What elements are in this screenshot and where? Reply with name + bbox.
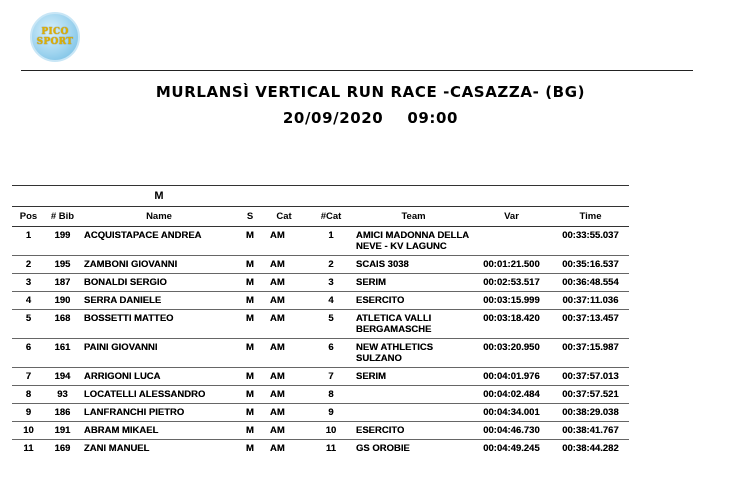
cell-cat: AM [262, 310, 306, 339]
cell-cat-rank: 7 [306, 368, 356, 386]
cell-pos: 6 [12, 339, 45, 368]
cell-team: NEW ATHLETICS SULZANO [356, 339, 471, 368]
cell-pos: 3 [12, 274, 45, 292]
column-header-row [12, 207, 629, 227]
results-body [12, 227, 629, 458]
cell-time: 00:37:15.987 [552, 339, 629, 368]
cell-name: ARRIGONI LUCA [80, 368, 238, 386]
cell-sex: M [238, 386, 262, 404]
cell-bib: 187 [45, 274, 80, 292]
cell-sex: M [238, 422, 262, 440]
table-row [12, 386, 629, 404]
table-row [12, 274, 629, 292]
col-header-sex: S [238, 207, 262, 227]
cell-cat: AM [270, 443, 285, 454]
logo-line-1: PICO [41, 27, 69, 37]
cell-cat: AM [262, 339, 306, 368]
cell-var: 00:04:01.976 [471, 368, 552, 386]
cell-cat-rank: 1 [306, 227, 356, 256]
cell-team: ESERCITO [356, 292, 471, 310]
table-row [12, 422, 629, 440]
cell-cat-rank: 8 [306, 386, 356, 404]
cell-time: 00:38:29.038 [552, 404, 629, 422]
cell-cat: AM [262, 368, 306, 386]
cell-time: 00:37:57.521 [552, 386, 629, 404]
cell-team: AMICI MADONNA DELLA NEVE - KV LAGUNC [356, 227, 471, 256]
cell-team [356, 404, 471, 422]
cell-sex: M [246, 443, 254, 454]
col-header-team: Team [356, 207, 471, 227]
table-row [12, 404, 629, 422]
cell-var: 00:04:34.001 [471, 404, 552, 422]
cell-team: GS OROBIE [356, 443, 410, 454]
table-row [12, 256, 629, 274]
cell-team: ESERCITO [356, 422, 471, 440]
cell-team: ATLETICA VALLI BERGAMASCHE [356, 310, 471, 339]
col-header-time: Time [552, 207, 629, 227]
cell-team: SCAIS 3038 [356, 256, 471, 274]
col-header-bib: # Bib [45, 207, 80, 227]
cell-cat-rank: 10 [306, 422, 356, 440]
cell-sex: M [238, 310, 262, 339]
cell-bib: 169 [54, 443, 71, 454]
cell-sex: M [238, 404, 262, 422]
col-header-cat-rank: #Cat [306, 207, 356, 227]
cell-pos: 7 [12, 368, 45, 386]
cell-bib: 195 [45, 256, 80, 274]
cell-bib: 190 [45, 292, 80, 310]
cell-cat-rank: 11 [325, 443, 337, 454]
cell-cat: AM [262, 292, 306, 310]
cell-pos: 5 [12, 310, 45, 339]
cell-pos: 4 [12, 292, 45, 310]
table-row [12, 368, 629, 386]
cell-pos: 10 [12, 422, 45, 440]
cell-sex: M [238, 339, 262, 368]
col-header-var: Var [471, 207, 552, 227]
cell-name: PAINI GIOVANNI [80, 339, 238, 368]
cell-time: 00:37:57.013 [552, 368, 629, 386]
event-datetime [0, 109, 741, 127]
cell-sex: M [238, 292, 262, 310]
cell-cat: AM [262, 422, 306, 440]
header-divider [21, 70, 693, 71]
cell-var: 00:03:20.950 [471, 339, 552, 368]
cell-var: 00:03:18.420 [471, 310, 552, 339]
cell-time: 00:35:16.537 [552, 256, 629, 274]
cell-sex: M [238, 274, 262, 292]
cell-pos: 8 [12, 386, 45, 404]
cell-name: LOCATELLI ALESSANDRO [80, 386, 238, 404]
cell-bib: 168 [45, 310, 80, 339]
cell-name: LANFRANCHI PIETRO [80, 404, 238, 422]
cell-bib: 194 [45, 368, 80, 386]
cell-var: 00:04:02.484 [471, 386, 552, 404]
event-date: 20/09/2020 [282, 109, 384, 127]
cell-name: ABRAM MIKAEL [80, 422, 238, 440]
cell-time: 00:37:11.036 [552, 292, 629, 310]
cell-cat-rank: 5 [306, 310, 356, 339]
cell-var: 00:01:21.500 [471, 256, 552, 274]
results-table [12, 185, 629, 457]
cell-cat-rank: 9 [306, 404, 356, 422]
cell-bib: 191 [45, 422, 80, 440]
col-header-name: Name [80, 207, 238, 227]
table-row [12, 310, 629, 339]
cell-name: BONALDI SERGIO [80, 274, 238, 292]
cell-time: 00:33:55.037 [552, 227, 629, 256]
page-title: MURLANSÌ VERTICAL RUN RACE -CASAZZA- (BG) [155, 83, 586, 101]
cell-pos: 11 [23, 443, 34, 454]
cell-cat-rank: 6 [306, 339, 356, 368]
cell-cat-rank: 4 [306, 292, 356, 310]
cell-sex: M [238, 368, 262, 386]
table-row [12, 339, 629, 368]
cell-bib: 199 [45, 227, 80, 256]
cell-var: 00:04:46.730 [471, 422, 552, 440]
category-row [12, 186, 629, 207]
cell-name: BOSSETTI MATTEO [80, 310, 238, 339]
cell-bib: 161 [45, 339, 80, 368]
cell-team: SERIM [356, 274, 471, 292]
cell-var: 00:03:15.999 [471, 292, 552, 310]
cell-name: SERRA DANIELE [80, 292, 238, 310]
cell-pos: 1 [12, 227, 45, 256]
cell-cat: AM [262, 386, 306, 404]
logo-line-2: SPORT [36, 37, 74, 47]
cell-cat: AM [262, 404, 306, 422]
cell-sex: M [238, 256, 262, 274]
cell-time: 00:38:44.282 [562, 443, 619, 454]
logo [30, 12, 80, 62]
cell-var: 00:02:53.517 [471, 274, 552, 292]
cell-cat: AM [262, 227, 306, 256]
cell-pos: 9 [12, 404, 45, 422]
cell-cat: AM [262, 256, 306, 274]
cell-time: 00:37:13.457 [552, 310, 629, 339]
cell-team [356, 386, 471, 404]
cell-team: SERIM [356, 368, 471, 386]
cell-pos: 2 [12, 256, 45, 274]
cell-bib: 93 [45, 386, 80, 404]
cell-name: ZANI MANUEL [84, 443, 150, 454]
cell-name: ZAMBONI GIOVANNI [80, 256, 238, 274]
table-row [12, 292, 629, 310]
col-header-pos: Pos [12, 207, 45, 227]
col-header-cat: Cat [262, 207, 306, 227]
cell-bib: 186 [45, 404, 80, 422]
cell-cat-rank: 3 [306, 274, 356, 292]
cell-name: ACQUISTAPACE ANDREA [80, 227, 238, 256]
event-time: 09:00 [407, 109, 459, 127]
cell-sex: M [238, 227, 262, 256]
table-row [12, 440, 629, 458]
cell-cat-rank: 2 [306, 256, 356, 274]
cell-time: 00:36:48.554 [552, 274, 629, 292]
category-label: M [80, 186, 238, 207]
cell-var [471, 227, 552, 256]
table-row [12, 227, 629, 256]
cell-time: 00:38:41.767 [552, 422, 629, 440]
cell-cat: AM [262, 274, 306, 292]
cell-var: 00:04:49.245 [483, 443, 540, 454]
